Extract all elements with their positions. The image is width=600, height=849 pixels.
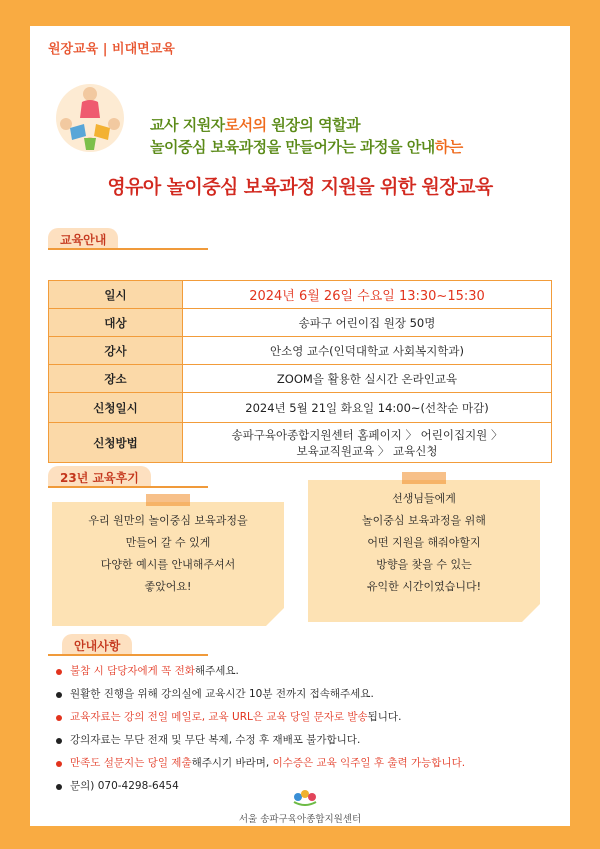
- notice-text: 강의자료는 무단 전재 및 무단 복제, 수정 후 재배포 불가합니다.: [70, 734, 361, 746]
- notice-text: 이수증은 교육 익주일 후 출력 가능합니다.: [272, 757, 466, 769]
- subtitle-line-1: [150, 114, 360, 135]
- row-value-datetime: 2024년 6월 26일 수요일 13:30~15:30: [183, 281, 552, 309]
- notice-item: [56, 733, 465, 756]
- application-method-line-1: 송파구육아종합지원센터 홈페이지 〉 어린이집지원 〉: [231, 427, 503, 442]
- bullet-icon: [56, 738, 62, 744]
- section-label: 교육안내: [48, 228, 118, 248]
- section-label: 23년 교육후기: [48, 466, 151, 486]
- bullet-icon: [56, 692, 62, 698]
- row-label-application-date: 신청일시: [49, 393, 183, 423]
- subtitle-line-2: [150, 136, 463, 157]
- center-logo-icon: [292, 788, 318, 806]
- subtitle-segment: 놀이중심 보육과정을 만들어가는 과정을 안내: [150, 138, 435, 156]
- notice-item: [56, 710, 465, 733]
- notice-item: [56, 756, 465, 779]
- row-label-location: 장소: [49, 365, 183, 393]
- review-line: 다양한 예시를 안내해주셔서: [100, 558, 236, 571]
- row-label-instructor: 강사: [49, 337, 183, 365]
- notice-text: 불참 시 담당자에게 꼭 전화: [70, 665, 195, 677]
- row-value-application-method: [183, 423, 552, 463]
- subtitle-segment: 하는: [434, 138, 463, 156]
- notice-item: [56, 664, 465, 687]
- subtitle-segment: 교사 지원자: [150, 116, 225, 134]
- table-row: [49, 393, 552, 423]
- category-tag: 원장교육 | 비대면교육: [48, 42, 175, 57]
- row-value-application-date: 2024년 5월 21일 화요일 14:00~(선착순 마감): [183, 393, 552, 423]
- notice-text: 해주시기 바라며,: [191, 757, 273, 769]
- section-rule: [48, 654, 208, 656]
- tape-decoration: [402, 472, 446, 484]
- review-line: 만들어 갈 수 있게: [125, 536, 211, 549]
- notice-text: 교육자료는 강의 전일 메일로, 교육 URL은 교육 당일 문자로 발송: [70, 711, 368, 723]
- section-rule: [48, 248, 208, 250]
- bullet-icon: [56, 669, 62, 675]
- review-line: 좋았어요!: [144, 580, 192, 593]
- subtitle-segment: 원장의 역할과: [271, 116, 361, 134]
- notice-text: 만족도 설문지는 당일 제출: [70, 757, 192, 769]
- row-value-instructor: 안소영 교수(인덕대학교 사회복지학과): [183, 337, 552, 365]
- review-line: 유익한 시간이였습니다!: [366, 580, 482, 593]
- notice-text: 해주세요.: [194, 665, 239, 677]
- review-line: 놀이중심 보육과정을 위해: [362, 514, 486, 527]
- section-rule: [48, 486, 208, 488]
- table-row: [49, 309, 552, 337]
- bullet-icon: [56, 761, 62, 767]
- education-info-table: [48, 280, 552, 463]
- notice-item: [56, 687, 465, 710]
- notice-text: 됩니다.: [367, 711, 402, 723]
- review-line: 우리 원만의 놀이중심 보육과정을: [88, 514, 248, 527]
- row-label-datetime: 일시: [49, 281, 183, 309]
- notice-text: 문의) 070-4298-6454: [70, 780, 179, 792]
- notice-item: [56, 779, 465, 802]
- row-value-location: ZOOM을 활용한 실시간 온라인교육: [183, 365, 552, 393]
- subtitle-segment: 로서의: [224, 116, 272, 134]
- tape-decoration: [146, 494, 190, 506]
- main-title: 영유아 놀이중심 보육과정 지원을 위한 원장교육: [107, 176, 493, 198]
- review-note-left: [52, 502, 284, 626]
- review-note-right: [308, 480, 540, 622]
- row-value-target: 송파구 어린이집 원장 50명: [183, 309, 552, 337]
- review-line: 방향을 찾을 수 있는: [376, 558, 472, 571]
- bullet-icon: [56, 784, 62, 790]
- row-label-application-method: 신청방법: [49, 423, 183, 463]
- review-line: 어떤 지원을 해줘야할지: [367, 536, 481, 549]
- children-playing-illustration: [52, 80, 128, 156]
- table-row: [49, 423, 552, 463]
- notice-text: 원활한 진행을 위해 강의실에 교육시간 10분 전까지 접속해주세요.: [70, 688, 374, 700]
- notice-list: [56, 664, 465, 802]
- org-name: 서울 송파구육아종합지원센터: [238, 814, 362, 825]
- row-label-target: 대상: [49, 309, 183, 337]
- review-line: 선생님들에게: [392, 492, 456, 505]
- section-notice: [48, 634, 552, 654]
- section-education-info: [48, 228, 552, 248]
- table-row: [49, 281, 552, 309]
- table-row: [49, 365, 552, 393]
- bullet-icon: [56, 715, 62, 721]
- poster: [30, 26, 570, 826]
- table-row: [49, 337, 552, 365]
- section-label: 안내사항: [62, 634, 132, 654]
- application-method-line-2: 보육교직원교육 〉 교육신청: [296, 443, 438, 458]
